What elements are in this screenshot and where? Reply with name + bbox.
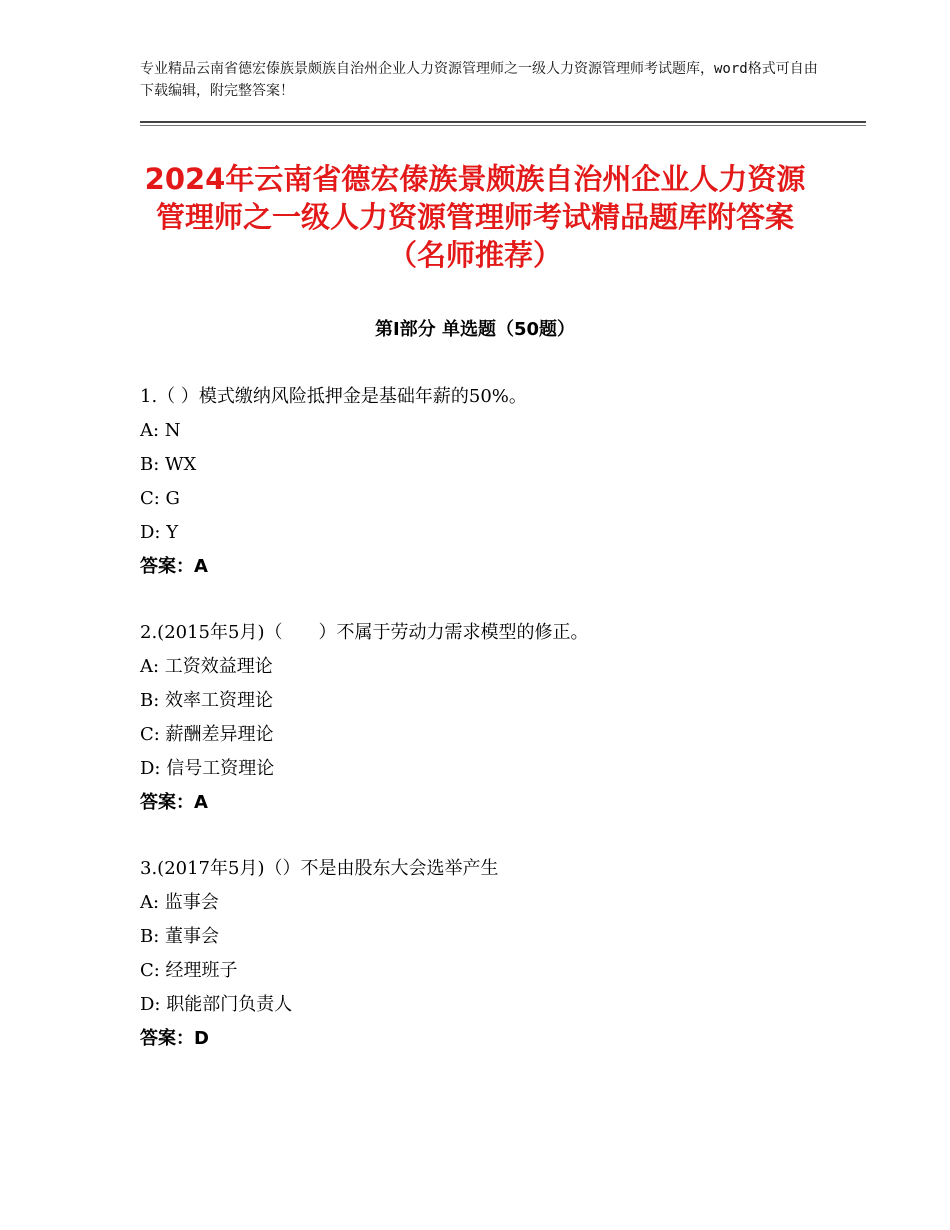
option-b: B: 效率工资理论 — [140, 690, 274, 711]
question-2 — [140, 616, 830, 820]
section-title: 第Ⅰ部分 单选题（50题） — [374, 319, 575, 340]
question-1 — [140, 380, 830, 584]
question-stem: 3.(2017年5月)（）不是由股东大会选举产生 — [140, 858, 499, 879]
option-b: B: 董事会 — [140, 926, 220, 947]
option-a: A: 工资效益理论 — [140, 656, 273, 677]
option-d: D: 职能部门负责人 — [140, 994, 293, 1015]
option-a: A: N — [140, 420, 181, 441]
header-divider-thin — [140, 125, 866, 126]
question-stem: 2.(2015年5月)（ ）不属于劳动力需求模型的修正。 — [140, 622, 589, 643]
option-c: C: G — [140, 488, 180, 509]
answer: 答案：A — [140, 556, 208, 577]
option-a: A: 监事会 — [140, 892, 219, 913]
question-list — [140, 380, 830, 1088]
question-stem: 1.（ ）模式缴纳风险抵押金是基础年薪的50%。 — [140, 386, 527, 407]
option-b: B: WX — [140, 454, 197, 475]
header-divider — [140, 121, 866, 123]
answer: 答案：A — [140, 792, 208, 813]
question-3 — [140, 852, 830, 1056]
document-title: 2024年云南省德宏傣族景颇族自治州企业人力资源管理师之一级人力资源管理师考试精品题库附答案（名师推荐） — [144, 162, 806, 272]
header-note: 专业精品云南省德宏傣族景颇族自治州企业人力资源管理师之一级人力资源管理师考试题库，word格式可自由下载编辑，附完整答案！ — [140, 61, 818, 99]
option-d: D: Y — [140, 522, 179, 543]
option-c: C: 经理班子 — [140, 960, 238, 981]
option-d: D: 信号工资理论 — [140, 758, 275, 779]
answer: 答案：D — [140, 1028, 209, 1049]
option-c: C: 薪酬差异理论 — [140, 724, 274, 745]
